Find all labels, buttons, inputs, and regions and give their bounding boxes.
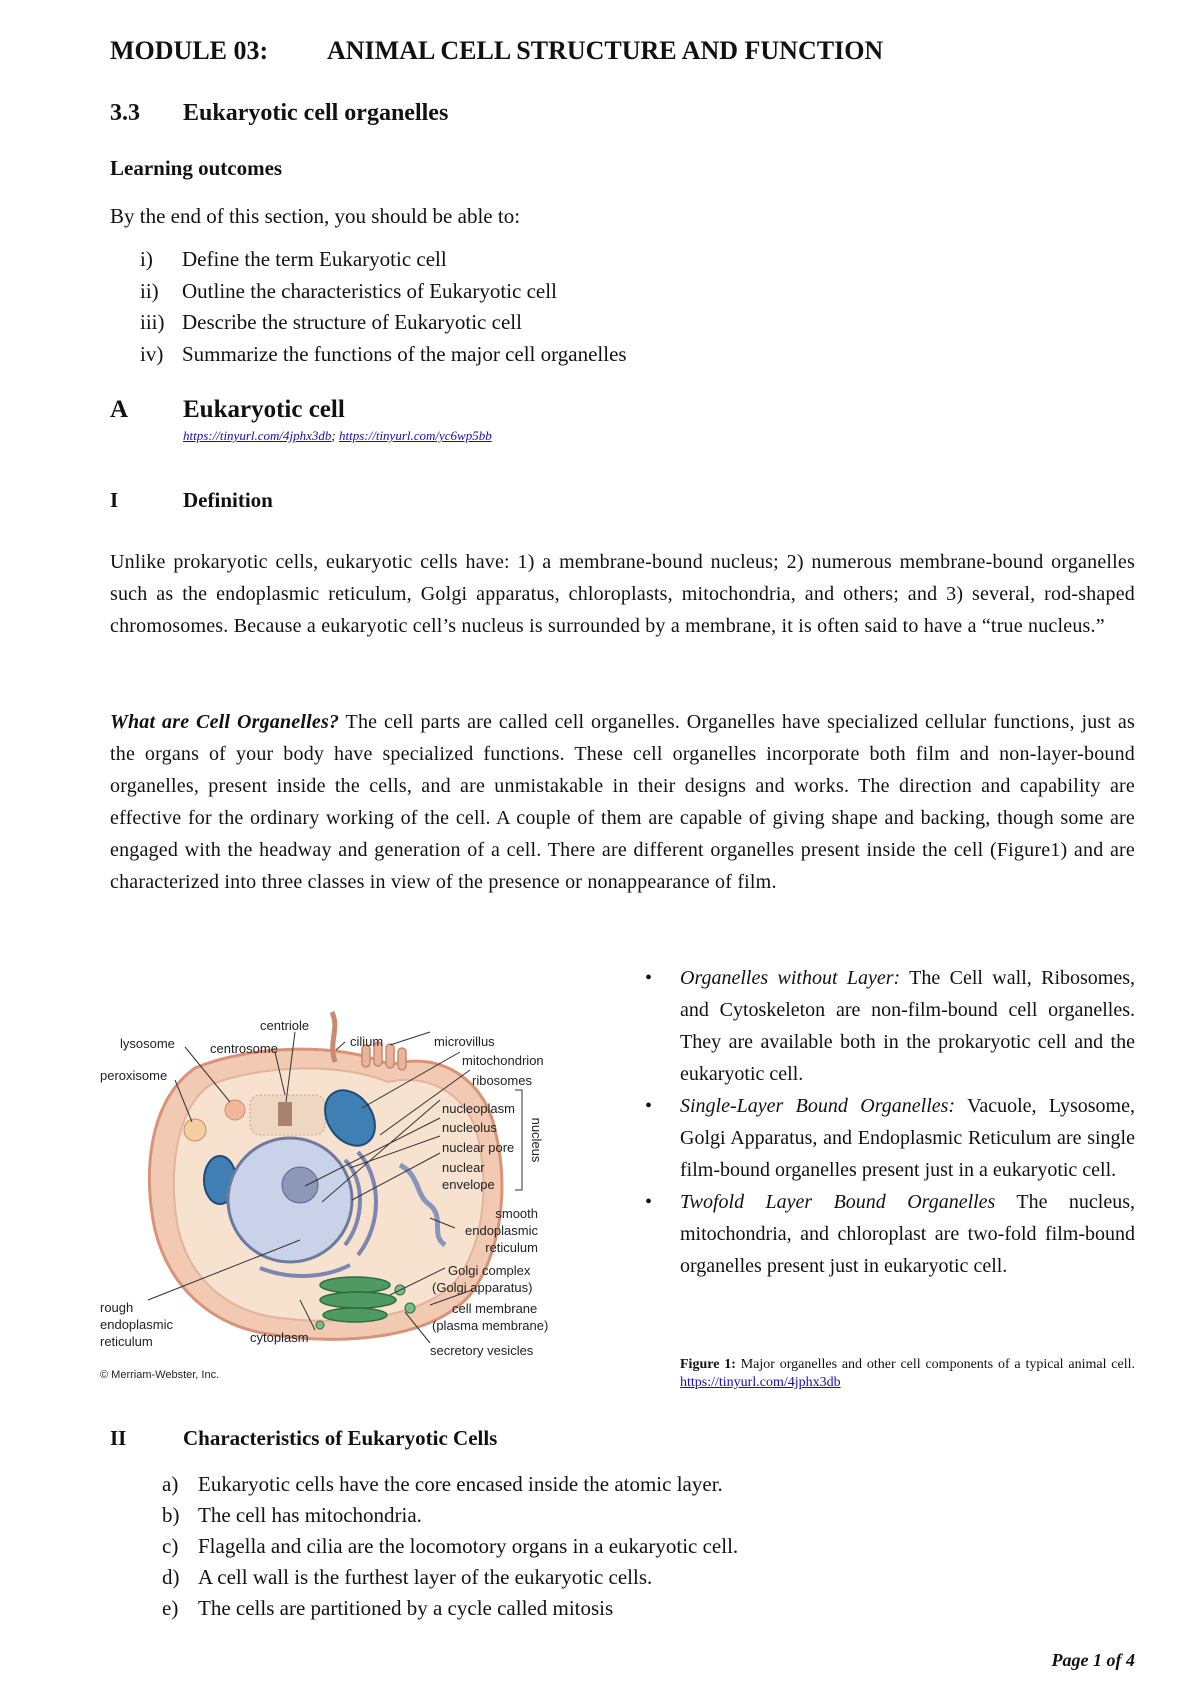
definition-title: Definition: [183, 488, 273, 512]
section-title: Eukaryotic cell organelles: [183, 100, 449, 126]
list-item: [640, 1186, 1135, 1282]
list-text: A cell wall is the furthest layer of the eukaryotic cells.: [198, 1565, 653, 1589]
list-text: Flagella and cilia are the locomotory organs in a eukaryotic cell.: [198, 1534, 739, 1558]
learning-outcomes-intro: By the end of this section, you should be able to:: [110, 204, 521, 228]
reference-links: [183, 428, 492, 444]
link-separator: ;: [331, 428, 336, 443]
nucleolus-shape: [282, 1167, 318, 1203]
list-text: Eukaryotic cells have the core encased inside the atomic layer.: [198, 1472, 723, 1496]
organelles-text: The cell parts are called cell organelles. Organelles have specialized cellular functions, just as the organs of your body have specialized functions. These cell organelles incorporate both film and non-layer-bound organelles, present inside the cells, and are unmistakable in their designs and works. The direction and capability are effective for the ordinary working of the cell. A couple of them are capable of giving shape and backing, though some are engaged with the headway and generation of a cell. There are different organelles present inside the cell (Figure1) and are characterized into three classes in view of the presence or nonappearance of film.: [110, 711, 1135, 893]
organelles-paragraph: [110, 706, 1135, 898]
list-item: [140, 247, 627, 279]
list-number: iii): [140, 310, 165, 334]
label-envelope: envelope: [442, 1177, 495, 1192]
characteristics-heading: [110, 1426, 498, 1451]
section-a-heading: [110, 396, 345, 424]
page-number: Page 1 of 4: [1051, 1650, 1135, 1670]
reference-link-2[interactable]: https://tinyurl.com/yc6wp5bb: [339, 428, 492, 443]
module-title: ANIMAL CELL STRUCTURE AND FUNCTION: [327, 36, 884, 65]
label-rough-er-2: reticulum: [100, 1334, 153, 1349]
caption-link[interactable]: https://tinyurl.com/4jphx3db: [680, 1375, 841, 1390]
bullet-text: Vacuole, Lysosome, Golgi Apparatus, and Endoplasmic Reticulum are single film-bound organelles present just in a eukaryotic cell.: [680, 1095, 1135, 1181]
label-plasma-membrane: (plasma membrane): [432, 1318, 549, 1333]
label-golgi-apparatus: (Golgi apparatus): [432, 1280, 533, 1295]
bullet-icon: •: [645, 1095, 653, 1117]
label-centrosome: centrosome: [210, 1041, 278, 1056]
list-item: [140, 310, 627, 342]
list-number: c): [162, 1534, 179, 1558]
label-secretory-vesicles: secretory vesicles: [430, 1343, 534, 1358]
list-number: e): [162, 1596, 179, 1620]
bullet-title: Twofold Layer Bound Organelles: [680, 1191, 996, 1213]
label-cilium: cilium: [350, 1034, 384, 1049]
cilium-shape: [332, 1012, 335, 1062]
bullet-icon: •: [645, 1191, 653, 1213]
label-centriole: centriole: [260, 1018, 310, 1033]
label-nucleus: nucleus: [529, 1117, 544, 1163]
label-reticulum: reticulum: [485, 1240, 538, 1255]
reference-link-1[interactable]: https://tinyurl.com/4jphx3db: [183, 428, 332, 443]
list-text: The cell has mitochondria.: [198, 1503, 422, 1527]
label-nuclear-pore: nuclear pore: [442, 1140, 515, 1155]
list-number: b): [162, 1503, 180, 1527]
list-item: [640, 962, 1135, 1090]
label-peroxisome: peroxisome: [100, 1068, 168, 1083]
bullet-text: The nucleus, mitochondria, and chloroplast are two-fold film-bound organelles present just in eukaryotic cell.: [680, 1191, 1135, 1277]
learning-outcomes-list: [140, 247, 627, 373]
list-text: Outline the characteristics of Eukaryotic cell: [182, 278, 557, 303]
section-a-title: Eukaryotic cell: [183, 396, 345, 423]
lysosome-shape: [225, 1100, 245, 1120]
list-number: d): [162, 1565, 180, 1589]
characteristics-number: II: [110, 1426, 127, 1450]
characteristics-list: [162, 1472, 738, 1627]
learning-outcomes-heading: Learning outcomes: [110, 156, 283, 180]
section-heading: [110, 100, 449, 127]
list-number: ii): [140, 278, 159, 303]
definition-heading: [110, 488, 273, 513]
list-item: [140, 342, 627, 374]
label-nucleolus: nucleolus: [442, 1120, 497, 1135]
label-rough: rough: [100, 1300, 134, 1315]
label-smooth: smooth: [495, 1206, 538, 1221]
golgi-shape: [320, 1277, 396, 1322]
list-item: [162, 1503, 738, 1534]
label-endoplasmic: endoplasmic: [465, 1223, 538, 1238]
caption-text: Major organelles and other cell components of a typical animal cell.: [735, 1357, 1135, 1372]
label-cell-membrane: cell membrane: [452, 1301, 538, 1316]
list-number: i): [140, 247, 153, 271]
list-text: Describe the structure of Eukaryotic cell: [182, 310, 522, 334]
list-item: [162, 1472, 738, 1503]
list-number: a): [162, 1472, 179, 1496]
cell-diagram: [100, 990, 590, 1390]
list-text: The cells are partitioned by a cycle called mitosis: [198, 1596, 614, 1620]
bullet-title: Organelles without Layer:: [680, 967, 901, 989]
animal-cell-figure: [100, 990, 590, 1390]
label-microvillus: microvillus: [434, 1034, 495, 1049]
nucleus-bracket: [515, 1090, 522, 1190]
label-lysosome: lysosome: [120, 1036, 175, 1051]
organelle-classes-list: [640, 962, 1135, 1282]
caption-label: Figure 1:: [680, 1357, 736, 1372]
list-item: [140, 279, 627, 311]
section-a-letter: A: [110, 396, 129, 423]
module-label: MODULE 03:: [110, 36, 269, 65]
bullet-icon: •: [645, 967, 653, 989]
label-credit: © Merriam-Webster, Inc.: [100, 1369, 220, 1381]
bullet-text: The Cell wall, Ribosomes, and Cytoskeleton are non-film-bound cell organelles. They are available both in the prokaryotic cell and the eukaryotic cell.: [680, 967, 1135, 1085]
characteristics-title: Characteristics of Eukaryotic Cells: [183, 1426, 498, 1450]
list-text: Define the term Eukaryotic cell: [182, 247, 447, 271]
figure-caption: [680, 1356, 1135, 1392]
definition-paragraph: Unlike prokaryotic cells, eukaryotic cells have: 1) a membrane-bound nucleus; 2) numerous membrane-bound organelles such as the endoplasmic reticulum, Golgi apparatus, chloroplasts, mitochondria, and others; and 3) several, rod-shaped chromosomes. Because a eukaryotic cell’s nucleus is surrounded by a membrane, it is often said to have a “true nucleus.”: [110, 551, 1135, 637]
label-mitochondrion: mitochondrion: [462, 1053, 544, 1068]
label-golgi-complex: Golgi complex: [448, 1263, 531, 1278]
list-text: Summarize the functions of the major cell organelles: [182, 341, 627, 366]
list-item: [162, 1596, 738, 1627]
list-item: [162, 1565, 738, 1596]
label-cytoplasm: cytoplasm: [250, 1330, 309, 1345]
label-rough-er-1: endoplasmic: [100, 1317, 173, 1332]
list-number: iv): [140, 341, 164, 366]
section-number: 3.3: [110, 100, 140, 126]
definition-number: I: [110, 488, 119, 512]
centriole-shape: [278, 1102, 292, 1126]
organelles-lead: What are Cell Organelles?: [110, 711, 340, 733]
list-item: [162, 1534, 738, 1565]
module-heading: [110, 36, 884, 66]
bullet-title: Single-Layer Bound Organelles:: [680, 1095, 956, 1117]
label-ribosomes: ribosomes: [472, 1073, 532, 1088]
label-nuclear: nuclear: [442, 1160, 485, 1175]
list-item: [640, 1090, 1135, 1186]
label-nucleoplasm: nucleoplasm: [442, 1101, 515, 1116]
peroxisome-shape: [184, 1119, 206, 1141]
